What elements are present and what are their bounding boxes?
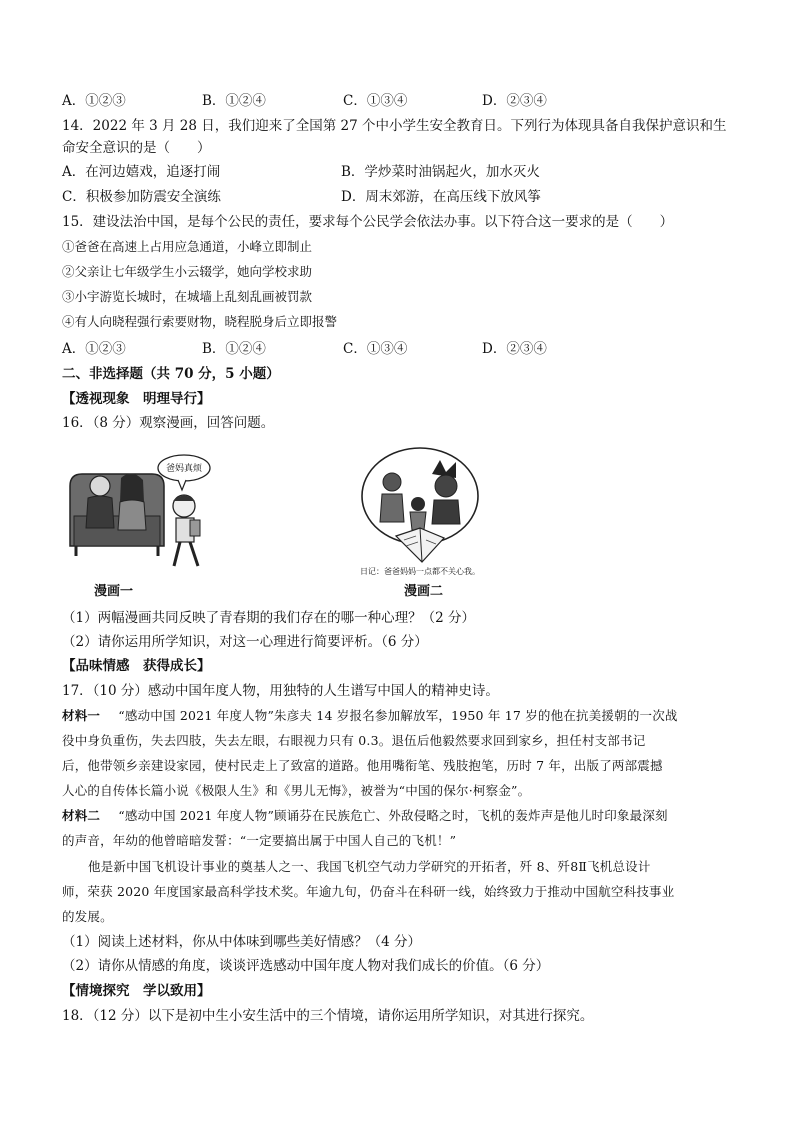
- part-heading-3: 【情境探究 学以致用】: [62, 983, 211, 999]
- q15-stem: 15．建设法治中国，是每个公民的责任，要求每个公民学会依法办事。以下符合这一要求的是（ ）: [62, 214, 674, 230]
- material-one-label: 材料一: [62, 708, 101, 723]
- q17-sub-2: （2）请你从情感的角度，谈谈评选感动中国年度人物对我们成长的价值。（6 分）: [62, 958, 550, 974]
- q15-item-4: ④有人向晓程强行索要财物，晓程脱身后立即报警: [62, 314, 338, 329]
- q17-material-1-line1: 材料一 “感动中国 2021 年度人物”朱彦夫 14 岁报名参加解放军，1950 年 17 岁的他在抗美援朝的一次战: [62, 708, 678, 723]
- q17-material-2-line1: 材料二 “感动中国 2021 年度人物”顾诵芬在民族危亡、外敌侵略之时，飞机的轰炸声是他儿时印象最深刻: [62, 808, 668, 823]
- q13-option-b[interactable]: B．①②④: [202, 93, 266, 109]
- q16-sub-2: （2）请你运用所学知识，对这一心理进行简要评析。（6 分）: [62, 634, 428, 650]
- cartoon-one: [66, 446, 216, 601]
- q15-option-d[interactable]: D．②③④: [482, 341, 547, 357]
- q17-material-2-line5: 的发展。: [62, 909, 113, 924]
- q15-item-2: ②父亲让七年级学生小云辍学，她向学校求助: [62, 264, 313, 279]
- q17-material-1-line4: 人心的自传体长篇小说《极限人生》和《男儿无悔》，被誉为“中国的保尔·柯察金”。: [62, 783, 531, 798]
- q15-option-a[interactable]: A．①②③: [62, 341, 126, 357]
- q17-sub-1: （1）阅读上述材料，你从中体味到哪些美好情感？（4 分）: [62, 934, 421, 950]
- part-heading-1: 【透视现象 明理导行】: [62, 391, 211, 407]
- q17-material-1-line3: 后，他带领乡亲建设家园，使村民走上了致富的道路。他用嘴衔笔、残肢抱笔，历时 7 年，出版了两部震撼: [62, 758, 663, 773]
- cartoon-two-drawing: [356, 444, 516, 566]
- q14-stem-line1: 14．2022 年 3 月 28 日，我们迎来了全国第 27 个中小学生安全教育日。下列行为体现具备自我保护意识和生: [62, 118, 727, 134]
- q18-stem: 18．（12 分）以下是初中生小安生活中的三个情境，请你运用所学知识，对其进行探究。: [62, 1008, 594, 1024]
- part-heading-2: 【品味情感 获得成长】: [62, 658, 211, 674]
- section-title: 二、非选择题（共 70 分，5 小题）: [62, 366, 280, 382]
- q13-option-d[interactable]: D．②③④: [482, 93, 547, 109]
- q16-sub-1: （1）两幅漫画共同反映了青春期的我们存在的哪一种心理？（2 分）: [62, 610, 475, 626]
- q15-item-3: ③小宇游览长城时，在城墙上乱刻乱画被罚款: [62, 289, 313, 304]
- cartoon-one-speech-bubble: 爸妈真烦: [166, 464, 203, 474]
- q17-stem: 17．（10 分）感动中国年度人物，用独特的人生谱写中国人的精神史诗。: [62, 683, 499, 699]
- cartoon-two-diary-text: 日记：爸爸妈妈一点都不关心我。: [360, 567, 480, 576]
- q15-option-b[interactable]: B．①②④: [202, 341, 266, 357]
- cartoon-one-caption: 漫画一: [94, 584, 134, 599]
- q14-stem-line2: 命安全意识的是（ ）: [62, 140, 211, 156]
- cartoon-two-caption: 漫画二: [404, 584, 444, 599]
- q15-item-1: ①爸爸在高速上占用应急通道，小峰立即制止: [62, 239, 313, 254]
- q13-option-a[interactable]: A．①②③: [62, 93, 126, 109]
- q14-option-c[interactable]: C．积极参加防震安全演练: [62, 189, 221, 205]
- q15-option-c[interactable]: C．①③④: [343, 341, 408, 357]
- q17-material-1-line2: 役中身负重伤，失去四肢，失去左眼，右眼视力只有 0.3。退伍后他毅然要求回到家乡，担任村支部书记: [62, 733, 646, 748]
- q14-option-b[interactable]: B．学炒菜时油锅起火，加水灭火: [341, 164, 540, 180]
- q16-stem: 16．（8 分）观察漫画，回答问题。: [62, 415, 275, 431]
- q14-option-a[interactable]: A．在河边嬉戏，追逐打闹: [62, 164, 221, 180]
- q17-material-2-line3: 他是新中国飞机设计事业的奠基人之一、我国飞机空气动力学研究的开拓者，歼 8、歼8Ⅱ飞机总设计: [88, 859, 651, 874]
- q17-material-2-line4: 师，荣获 2020 年度国家最高科学技术奖。年逾九旬，仍奋斗在科研一线，始终致力于推动中国航空科技事业: [62, 884, 675, 899]
- q13-option-c[interactable]: C．①③④: [343, 93, 408, 109]
- cartoon-two: [356, 444, 516, 602]
- q17-material-2-line2: 的声音，年幼的他曾暗暗发誓：“一定要搞出属于中国人自己的飞机！”: [62, 833, 457, 848]
- material-two-label: 材料二: [62, 808, 101, 823]
- q14-option-d[interactable]: D．周末郊游，在高压线下放风筝: [341, 189, 541, 205]
